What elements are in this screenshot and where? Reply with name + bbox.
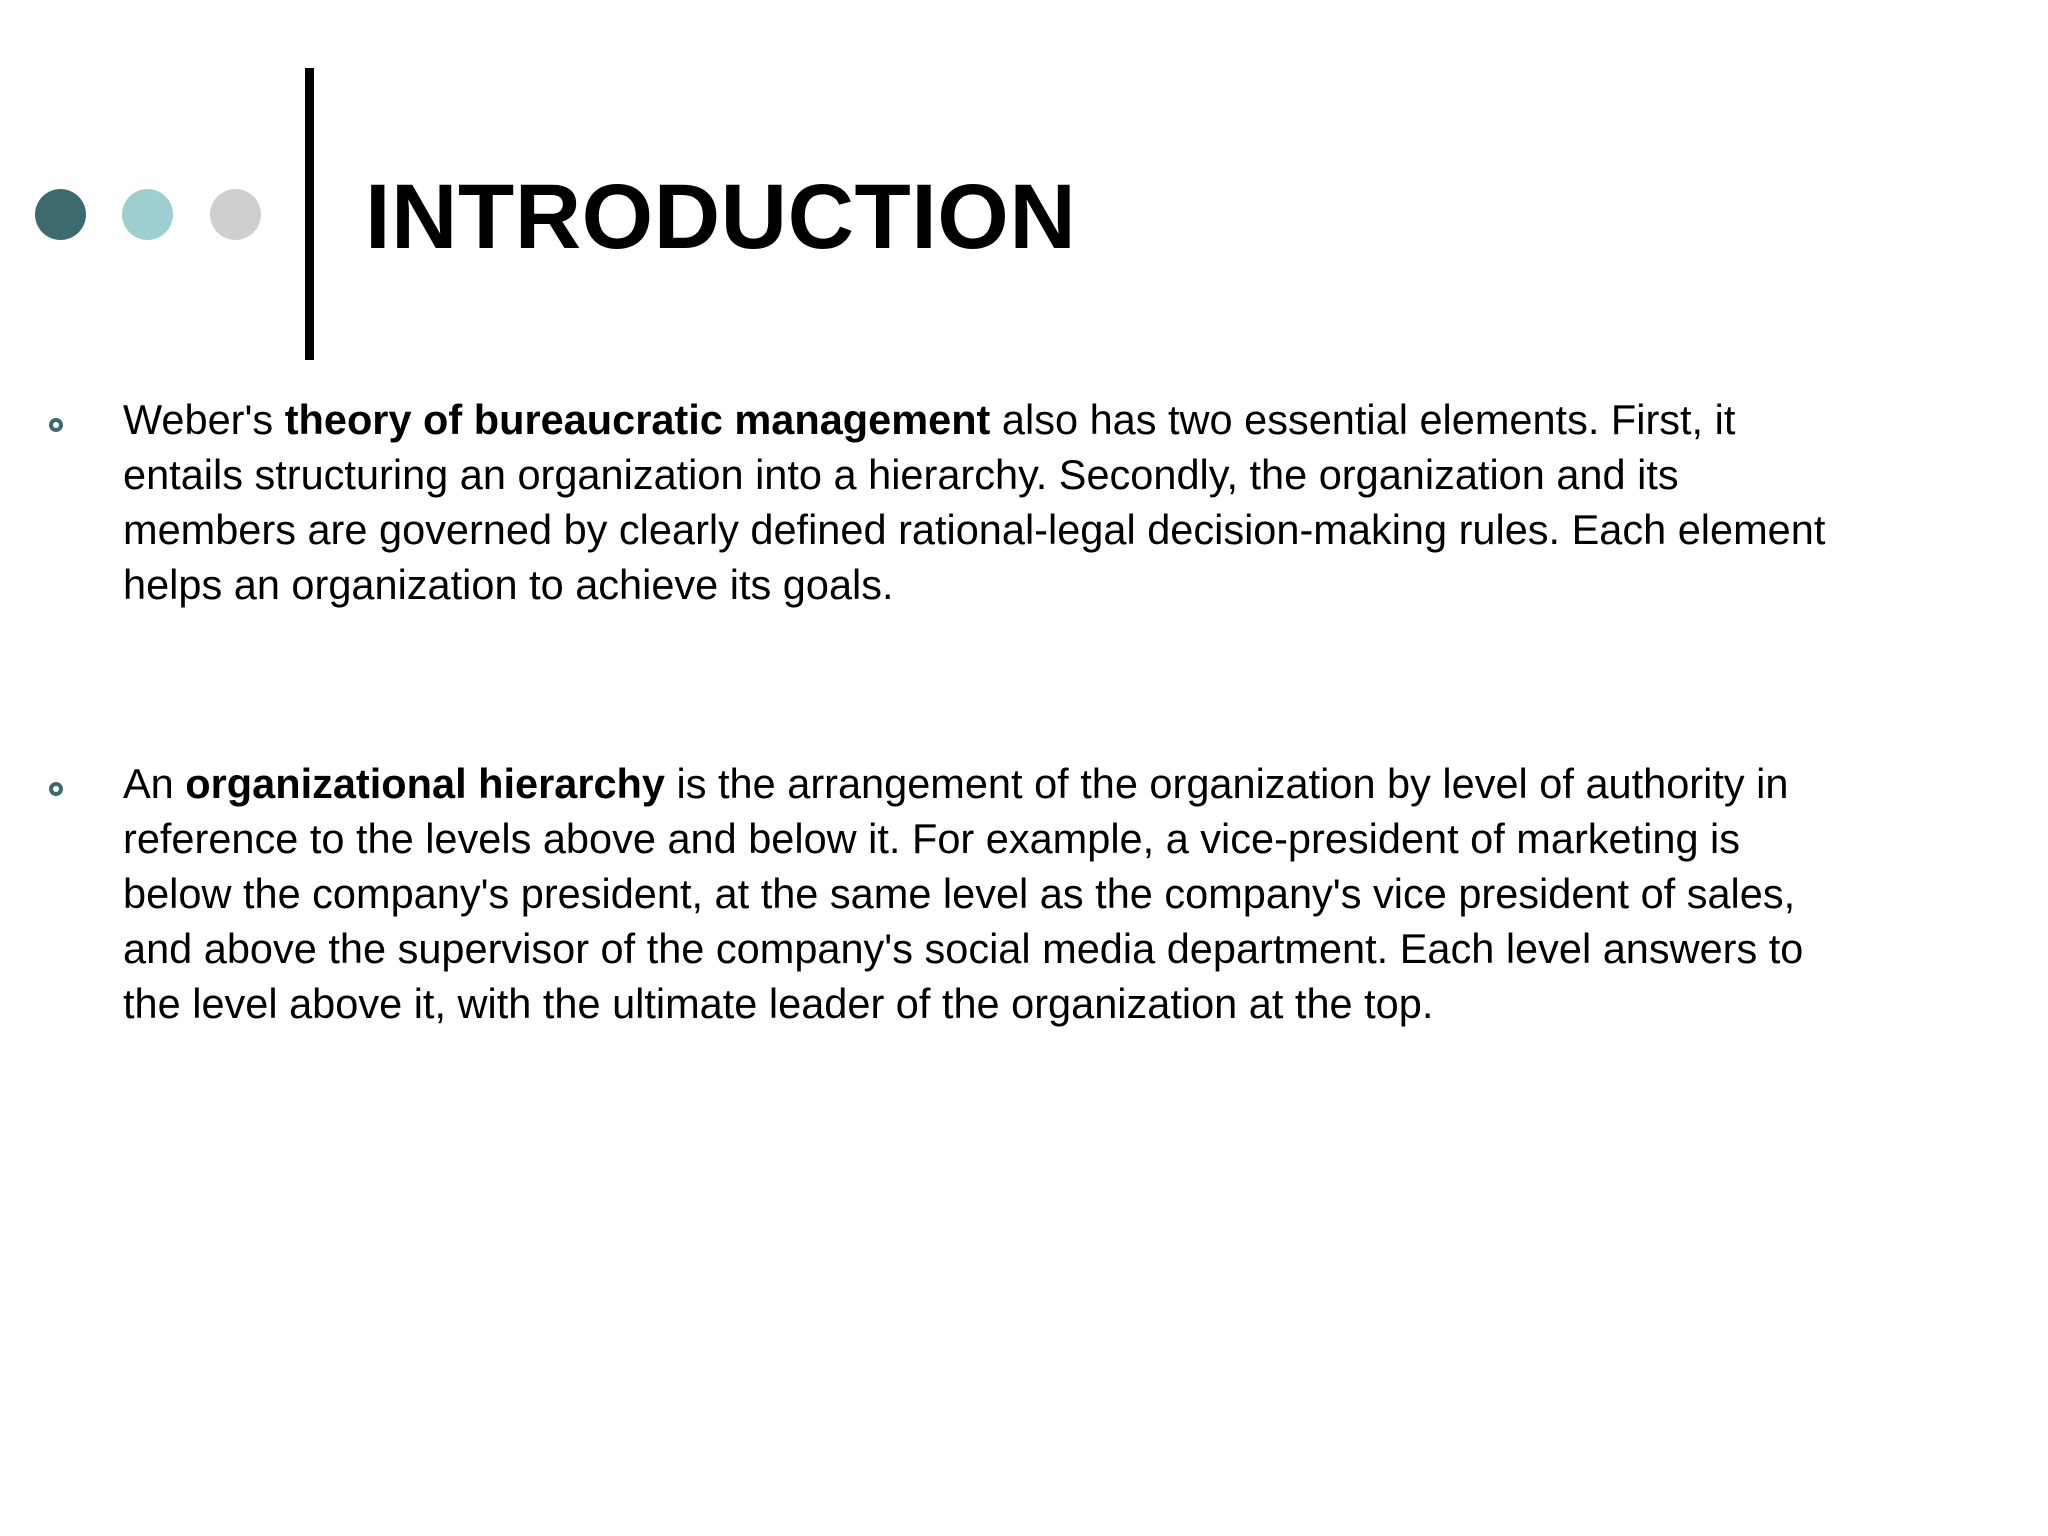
text-line: and above the supervisor of the company's social media department. Each level answers to xyxy=(123,925,1804,972)
text-line: below the company's president, at the same level as the company's vice president of sales, xyxy=(123,870,1796,917)
text-line xyxy=(123,756,2023,811)
decorative-dot-dark-teal xyxy=(35,189,86,240)
ring-bullet-icon xyxy=(49,418,63,432)
bullet-text xyxy=(123,392,2023,612)
bold-term: theory of bureaucratic management xyxy=(284,396,991,443)
bold-term: organizational hierarchy xyxy=(185,760,665,807)
ring-bullet-icon xyxy=(49,782,63,796)
text-line xyxy=(123,392,2023,447)
text-run: An xyxy=(123,760,186,807)
text-run: Weber's xyxy=(123,396,285,443)
title-divider-line xyxy=(305,68,314,360)
text-line: entails structuring an organization into a hierarchy. Secondly, the organization and its xyxy=(123,451,1679,498)
text-line: reference to the levels above and below it. For example, a vice-president of marketing is xyxy=(123,815,1741,862)
decorative-dot-grey xyxy=(210,189,261,240)
text-line: helps an organization to achieve its goals. xyxy=(123,561,894,608)
text-line: the level above it, with the ultimate leader of the organization at the top. xyxy=(123,980,1434,1027)
text-line: members are governed by clearly defined rational-legal decision-making rules. Each element xyxy=(123,506,1826,553)
bullet-text xyxy=(123,756,2023,1031)
text-run: is the arrangement of the organization by level of authority in xyxy=(664,760,1789,807)
text-run: also has two essential elements. First, it xyxy=(990,396,1736,443)
slide-title: INTRODUCTION xyxy=(365,166,1077,268)
decorative-dot-light-teal xyxy=(122,189,173,240)
